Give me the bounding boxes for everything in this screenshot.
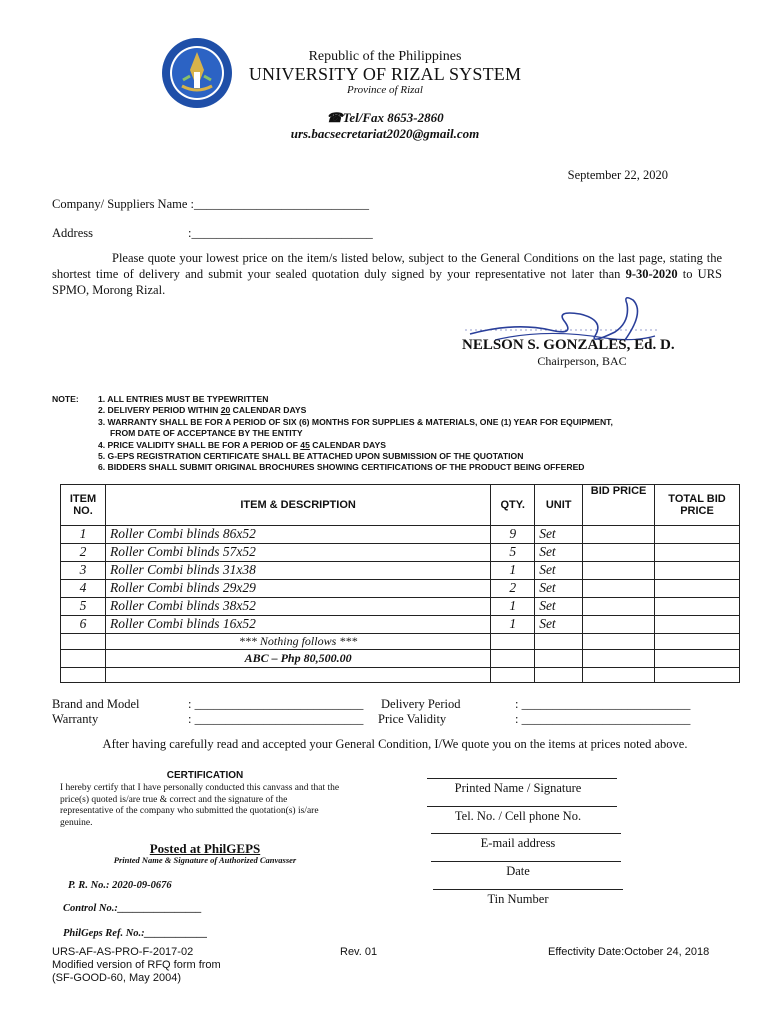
nothing-follows-row	[61, 634, 740, 650]
company-label: Company/ Suppliers Name :	[52, 197, 194, 211]
address-label: Address	[52, 226, 93, 240]
signature-line[interactable]	[427, 778, 617, 779]
address-blank[interactable]: :_____________________________	[188, 226, 373, 240]
row-total-cell[interactable]	[655, 544, 740, 562]
row-bid-price-cell[interactable]	[583, 616, 655, 634]
tel-label: Tel. No. / Cell phone No.	[454, 809, 582, 823]
source-note: (SF-GOOD-60, May 2004)	[52, 972, 181, 984]
form-code: URS-AF-AS-PRO-F-2017-02	[52, 946, 194, 958]
signatory-name: NELSON S. GONZALES, Ed. D.	[462, 337, 675, 353]
note-item: 1. ALL ENTRIES MUST BE TYPEWRITTEN	[98, 394, 269, 404]
company-blank[interactable]: ____________________________	[194, 197, 369, 211]
table-row	[61, 598, 740, 616]
header-description: ITEM & DESCRIPTION	[105, 485, 490, 526]
row-bid-price-cell[interactable]	[583, 544, 655, 562]
signatory-title: Chairperson, BAC	[537, 354, 627, 368]
row-qty: 1	[491, 598, 535, 616]
country-line: Republic of the Philippines	[308, 49, 462, 64]
effectivity-date: Effectivity Date:October 24, 2018	[548, 946, 710, 958]
date-line[interactable]	[431, 861, 621, 862]
warranty-label: Warranty	[52, 712, 99, 726]
tin-label: Tin Number	[487, 892, 549, 906]
row-unit: Set	[535, 544, 583, 562]
items-table	[60, 484, 740, 683]
modified-note: Modified version of RFQ form from	[52, 959, 221, 971]
row-bid-price-cell[interactable]	[583, 562, 655, 580]
row-qty: 1	[491, 616, 535, 634]
row-unit: Set	[535, 526, 583, 544]
blank-row	[61, 668, 740, 683]
acceptance-statement: After having carefully read and accepted your General Condition, I/We quote you on the items at prices noted above.	[102, 737, 688, 751]
row-unit: Set	[535, 598, 583, 616]
para-end: to URS SPMO, Morong Rizal.	[52, 267, 722, 297]
row-unit: Set	[535, 580, 583, 598]
table-row	[61, 544, 740, 562]
email-line-blank[interactable]	[431, 833, 621, 834]
control-number[interactable]: Control No.:________________	[63, 903, 202, 914]
brand-label: Brand and Model	[52, 697, 140, 711]
telephone-icon: ☎	[326, 110, 343, 125]
date-label: Date	[506, 864, 530, 878]
row-bid-price-cell[interactable]	[583, 580, 655, 598]
table-row	[61, 616, 740, 634]
instruction-paragraph	[52, 250, 722, 298]
abc-amount: ABC – Php 80,500.00	[105, 650, 490, 668]
header-unit: UNIT	[535, 485, 583, 526]
email-label: E-mail address	[480, 836, 556, 850]
note-item: 3. WARRANTY SHALL BE FOR A PERIOD OF SIX (6) MONTHS FOR SUPPLIES & MATERIALS, ONE (1) YEAR FOR EQUIPMENT,	[98, 416, 613, 427]
note-item: FROM DATE OF ACCEPTANCE BY THE ENTITY	[110, 428, 303, 439]
row-no: 4	[61, 580, 106, 598]
delivery-blank[interactable]: : ___________________________	[515, 697, 691, 711]
printed-name-label: Printed Name / Signature	[454, 781, 582, 795]
row-total-cell[interactable]	[655, 580, 740, 598]
philgeps-ref-number[interactable]: PhilGeps Ref. No.:____________	[63, 928, 208, 939]
note-item: 4. PRICE VALIDITY SHALL BE FOR A PERIOD OF 45 CALENDAR DAYS	[98, 439, 386, 450]
table-row	[61, 526, 740, 544]
canvasser-caption: Printed Name & Signature of Authorized Canvasser	[113, 855, 297, 865]
row-qty: 5	[491, 544, 535, 562]
row-description: Roller Combi blinds 86x52	[105, 526, 490, 544]
row-total-cell[interactable]	[655, 562, 740, 580]
telfax-text: Tel/Fax 8653-2860	[342, 110, 444, 125]
warranty-blank[interactable]: : ___________________________	[188, 712, 364, 726]
notes-list	[98, 394, 738, 474]
brand-blank[interactable]: : ___________________________	[188, 697, 364, 711]
row-description: Roller Combi blinds 38x52	[105, 598, 490, 616]
deadline: 9-30-2020	[625, 267, 678, 281]
row-total-cell[interactable]	[655, 598, 740, 616]
revision: Rev. 01	[340, 946, 378, 958]
header-item-no: ITEM NO.	[61, 485, 106, 526]
tin-line[interactable]	[433, 889, 623, 890]
row-description: Roller Combi blinds 57x52	[105, 544, 490, 562]
row-bid-price-cell[interactable]	[583, 598, 655, 616]
delivery-label: Delivery Period	[381, 697, 461, 711]
note-item: 5. G-EPS REGISTRATION CERTIFICATE SHALL BE ATTACHED UPON SUBMISSION OF THE QUOTATION	[98, 451, 524, 462]
notes-label: NOTE:	[52, 394, 79, 404]
tel-line[interactable]	[427, 806, 617, 807]
row-no: 1	[61, 526, 106, 544]
row-qty: 2	[491, 580, 535, 598]
row-no: 6	[61, 616, 106, 634]
pr-number: P. R. No.: 2020-09-0676	[68, 880, 172, 891]
email-line: urs.bacsecretariat2020@gmail.com	[290, 126, 480, 141]
row-no: 2	[61, 544, 106, 562]
row-unit: Set	[535, 562, 583, 580]
note-item: 6. BIDDERS SHALL SUBMIT ORIGINAL BROCHURES SHOWING CERTIFICATIONS OF THE PRODUCT BEING OFFERED	[98, 462, 585, 473]
posted-at-philgeps: Posted at PhilGEPS	[149, 841, 261, 856]
row-unit: Set	[535, 616, 583, 634]
row-description: Roller Combi blinds 16x52	[105, 616, 490, 634]
university-seal-logo	[160, 36, 234, 110]
row-description: Roller Combi blinds 31x38	[105, 562, 490, 580]
university-name: UNIVERSITY OF RIZAL SYSTEM	[248, 64, 522, 84]
para-start: Please quote your lowest price on the item/s listed below, subject to the General Conditions on the last page, stating the shortest time of delivery and submit your sealed quotation duly signed by your representative not later than	[52, 251, 722, 281]
header-qty: QTY.	[491, 485, 535, 526]
header-bid-price: BID PRICE	[583, 485, 655, 526]
note-item: 2. DELIVERY PERIOD WITHIN 20 CALENDAR DAYS	[98, 405, 307, 416]
row-qty: 1	[491, 562, 535, 580]
telfax-line	[240, 110, 530, 126]
document-date: September 22, 2020	[567, 168, 668, 182]
table-row	[61, 562, 740, 580]
row-bid-price-cell[interactable]	[583, 526, 655, 544]
certification-text: I hereby certify that I have personally conducted this canvass and that the price(s) quoted is/are true & correct and the signature of the representative of the company who submitted the quotation(s) is/are genuine.	[60, 783, 340, 828]
row-description: Roller Combi blinds 29x29	[105, 580, 490, 598]
certification-title: CERTIFICATION	[166, 770, 244, 781]
province-line: Province of Rizal	[347, 84, 423, 96]
table-row	[61, 580, 740, 598]
company-field[interactable]	[52, 197, 369, 212]
row-total-cell[interactable]	[655, 616, 740, 634]
row-no: 3	[61, 562, 106, 580]
row-no: 5	[61, 598, 106, 616]
nothing-follows: *** Nothing follows ***	[105, 634, 490, 650]
row-total-cell[interactable]	[655, 526, 740, 544]
header-total-bid-price: TOTAL BID PRICE	[655, 485, 740, 526]
validity-label: Price Validity	[378, 712, 447, 726]
abc-row	[61, 650, 740, 668]
validity-blank[interactable]: : ___________________________	[515, 712, 691, 726]
table-header-row	[61, 485, 740, 526]
row-qty: 9	[491, 526, 535, 544]
